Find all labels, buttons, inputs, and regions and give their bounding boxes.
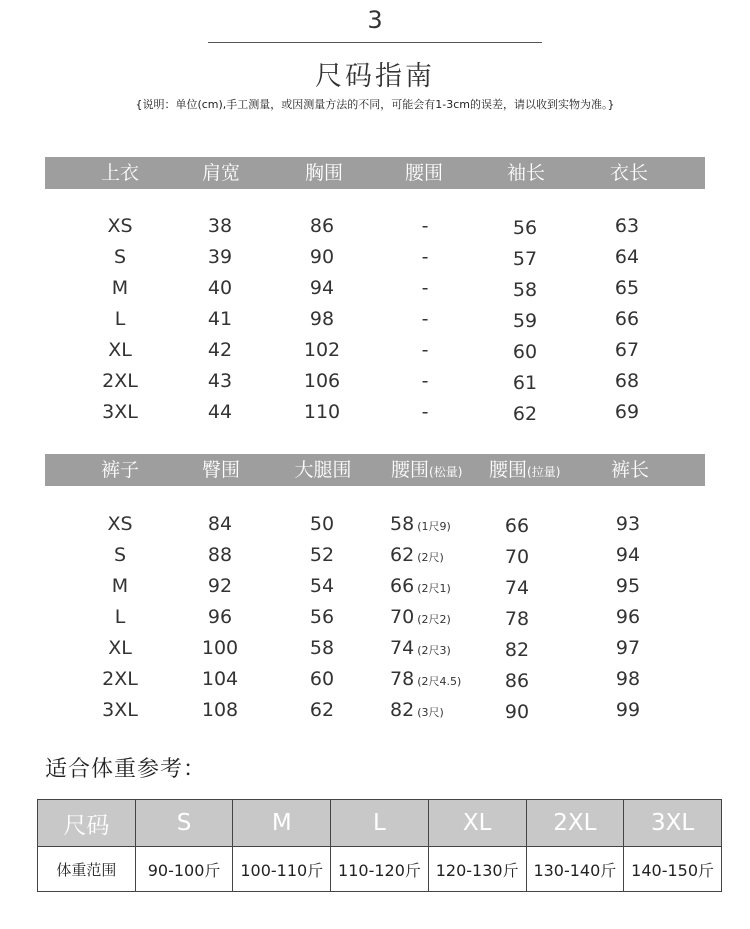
weight-header-label: 尺码: [38, 800, 136, 847]
tops-header-chest: 胸围: [304, 162, 343, 184]
pants-cell-thigh: 54: [309, 575, 335, 597]
tops-cell-waist: -: [421, 401, 429, 423]
pants-waist-relaxed-note: (2尺1): [417, 582, 451, 595]
tops-cell-waist: -: [421, 246, 429, 268]
pants-cell-waist-relaxed: [390, 668, 500, 690]
pants-cell-length: 96: [615, 606, 641, 628]
tops-cell-size: XL: [108, 339, 132, 361]
weight-range-m: 100-110斤: [233, 847, 331, 892]
tops-cell-chest: 110: [303, 401, 341, 423]
tops-cell-chest: 98: [309, 308, 335, 330]
weight-size-m: M: [233, 800, 331, 847]
tops-cell-waist: -: [421, 370, 429, 392]
weight-range-2xl: 130-140斤: [526, 847, 624, 892]
pants-cell-length: 99: [615, 699, 641, 721]
tops-cell-size: 3XL: [102, 401, 138, 423]
tops-cell-sleeve: 62: [512, 403, 538, 425]
pants-cell-waist-relaxed: [390, 513, 500, 535]
tops-cell-shoulder: 39: [207, 246, 233, 268]
weight-range-s: 90-100斤: [135, 847, 233, 892]
pants-cell-length: 94: [615, 544, 641, 566]
tops-cell-waist: -: [421, 215, 429, 237]
weight-reference-table: [37, 799, 722, 892]
tops-cell-size: M: [111, 277, 129, 299]
tops-header-sleeve: 袖长: [506, 162, 545, 184]
pants-waist-relaxed-value: 70: [390, 606, 415, 628]
tops-cell-sleeve: 57: [512, 248, 538, 270]
weight-range-xl: 120-130斤: [428, 847, 526, 892]
tops-cell-size: XS: [107, 215, 133, 237]
pants-waist-relaxed-value: 78: [390, 668, 415, 690]
weight-range-l: 110-120斤: [331, 847, 429, 892]
pants-cell-hip: 104: [201, 668, 239, 690]
pants-cell-length: 97: [615, 637, 641, 659]
pants-waist-relaxed-note: (2尺): [417, 551, 444, 564]
pants-cell-thigh: 52: [309, 544, 335, 566]
tops-cell-size: S: [113, 246, 127, 268]
page-title: 尺码指南: [315, 61, 435, 92]
page-number: 3: [367, 6, 383, 34]
pants-cell-waist-stretched: 66: [504, 515, 530, 537]
tops-cell-length: 68: [614, 370, 640, 392]
pants-waist-relaxed-note: (2尺2): [417, 613, 451, 626]
pants-cell-thigh: 58: [309, 637, 335, 659]
tops-cell-shoulder: 42: [207, 339, 233, 361]
tops-cell-chest: 86: [309, 215, 335, 237]
tops-cell-chest: 106: [303, 370, 341, 392]
pants-cell-waist-stretched: 86: [504, 670, 530, 692]
weight-size-2xl: 2XL: [526, 800, 624, 847]
pants-cell-waist-relaxed: [390, 637, 500, 659]
weight-size-3xl: 3XL: [624, 800, 722, 847]
pants-cell-hip: 100: [201, 637, 239, 659]
pants-cell-thigh: 60: [309, 668, 335, 690]
pants-waist-relaxed-value: 66: [390, 575, 415, 597]
pants-cell-thigh: 62: [309, 699, 335, 721]
tops-cell-waist: -: [421, 308, 429, 330]
weight-reference-title: 适合体重参考：: [45, 757, 207, 782]
pants-header-band: [45, 454, 705, 486]
pants-cell-hip: 92: [207, 575, 233, 597]
pants-cell-hip: 84: [207, 513, 233, 535]
pants-cell-waist-relaxed: [390, 699, 500, 721]
weight-row-label: 体重范围: [38, 847, 136, 892]
pants-waist-relaxed-note: (1尺9): [417, 520, 451, 533]
tops-cell-shoulder: 38: [207, 215, 233, 237]
pants-waist-relaxed-note: (3尺): [417, 706, 444, 719]
tops-cell-chest: 90: [309, 246, 335, 268]
pants-header-thigh: 大腿围: [294, 459, 352, 481]
tops-header-size: 上衣: [100, 162, 139, 184]
weight-size-l: L: [331, 800, 429, 847]
tops-cell-length: 64: [614, 246, 640, 268]
tops-cell-length: 67: [614, 339, 640, 361]
weight-size-xl: XL: [428, 800, 526, 847]
pants-cell-length: 95: [615, 575, 641, 597]
pants-cell-waist-stretched: 82: [504, 639, 530, 661]
tops-cell-shoulder: 41: [207, 308, 233, 330]
pants-cell-waist-stretched: 74: [504, 577, 530, 599]
pants-cell-waist-relaxed: [390, 575, 500, 597]
pants-cell-waist-relaxed: [390, 544, 500, 566]
weight-table-header-row: [38, 800, 722, 847]
tops-cell-shoulder: 43: [207, 370, 233, 392]
tops-cell-size: L: [114, 308, 126, 330]
weight-table-value-row: [38, 847, 722, 892]
pants-cell-waist-stretched: 90: [504, 701, 530, 723]
pants-cell-size: XS: [107, 513, 133, 535]
pants-cell-thigh: 50: [309, 513, 335, 535]
tops-header-band: [45, 157, 705, 189]
tops-header-length: 衣长: [609, 162, 648, 184]
pants-cell-thigh: 56: [309, 606, 335, 628]
tops-cell-shoulder: 40: [207, 277, 233, 299]
pants-waist-relaxed-note: (2尺3): [417, 644, 451, 657]
title-divider: [208, 42, 542, 43]
pants-cell-size: 3XL: [102, 699, 138, 721]
tops-cell-waist: -: [421, 339, 429, 361]
tops-cell-sleeve: 60: [512, 341, 538, 363]
pants-waist-relaxed-value: 58: [390, 513, 415, 535]
pants-waist-relaxed-value: 82: [390, 699, 415, 721]
tops-cell-waist: -: [421, 277, 429, 299]
measurement-note: {说明：单位(cm),手工测量，或因测量方法的不同，可能会有1-3cm的误差，请以收到实物为准。}: [135, 98, 615, 111]
pants-cell-hip: 96: [207, 606, 233, 628]
pants-cell-length: 98: [615, 668, 641, 690]
pants-waist-relaxed-note: (2尺4.5): [417, 675, 462, 688]
pants-cell-size: M: [111, 575, 129, 597]
tops-cell-length: 63: [614, 215, 640, 237]
tops-cell-shoulder: 44: [207, 401, 233, 423]
pants-cell-hip: 108: [201, 699, 239, 721]
pants-header-waist-stretched: 腰围(拉量): [489, 459, 561, 481]
tops-cell-sleeve: 56: [512, 217, 538, 239]
pants-header-length: 裤长: [610, 459, 649, 481]
pants-cell-waist-stretched: 70: [504, 546, 530, 568]
tops-cell-sleeve: 61: [512, 372, 538, 394]
tops-cell-sleeve: 59: [512, 310, 538, 332]
pants-header-hip: 臀围: [201, 459, 240, 481]
pants-cell-hip: 88: [207, 544, 233, 566]
pants-cell-waist-relaxed: [390, 606, 500, 628]
pants-waist-relaxed-value: 62: [390, 544, 415, 566]
pants-cell-size: 2XL: [102, 668, 138, 690]
pants-cell-size: L: [114, 606, 126, 628]
tops-cell-size: 2XL: [102, 370, 138, 392]
tops-cell-sleeve: 58: [512, 279, 538, 301]
weight-range-3xl: 140-150斤: [624, 847, 722, 892]
pants-cell-size: S: [113, 544, 127, 566]
pants-header-size: 裤子: [100, 459, 139, 481]
pants-cell-length: 93: [615, 513, 641, 535]
pants-header-waist-relaxed: 腰围(松量): [391, 459, 463, 481]
tops-cell-length: 66: [614, 308, 640, 330]
tops-cell-length: 65: [614, 277, 640, 299]
tops-cell-chest: 94: [309, 277, 335, 299]
tops-header-waist: 腰围: [404, 162, 443, 184]
weight-size-s: S: [135, 800, 233, 847]
pants-cell-size: XL: [108, 637, 132, 659]
pants-waist-relaxed-value: 74: [390, 637, 415, 659]
tops-cell-length: 69: [614, 401, 640, 423]
pants-cell-waist-stretched: 78: [504, 608, 530, 630]
tops-cell-chest: 102: [303, 339, 341, 361]
tops-header-shoulder: 肩宽: [201, 162, 240, 184]
